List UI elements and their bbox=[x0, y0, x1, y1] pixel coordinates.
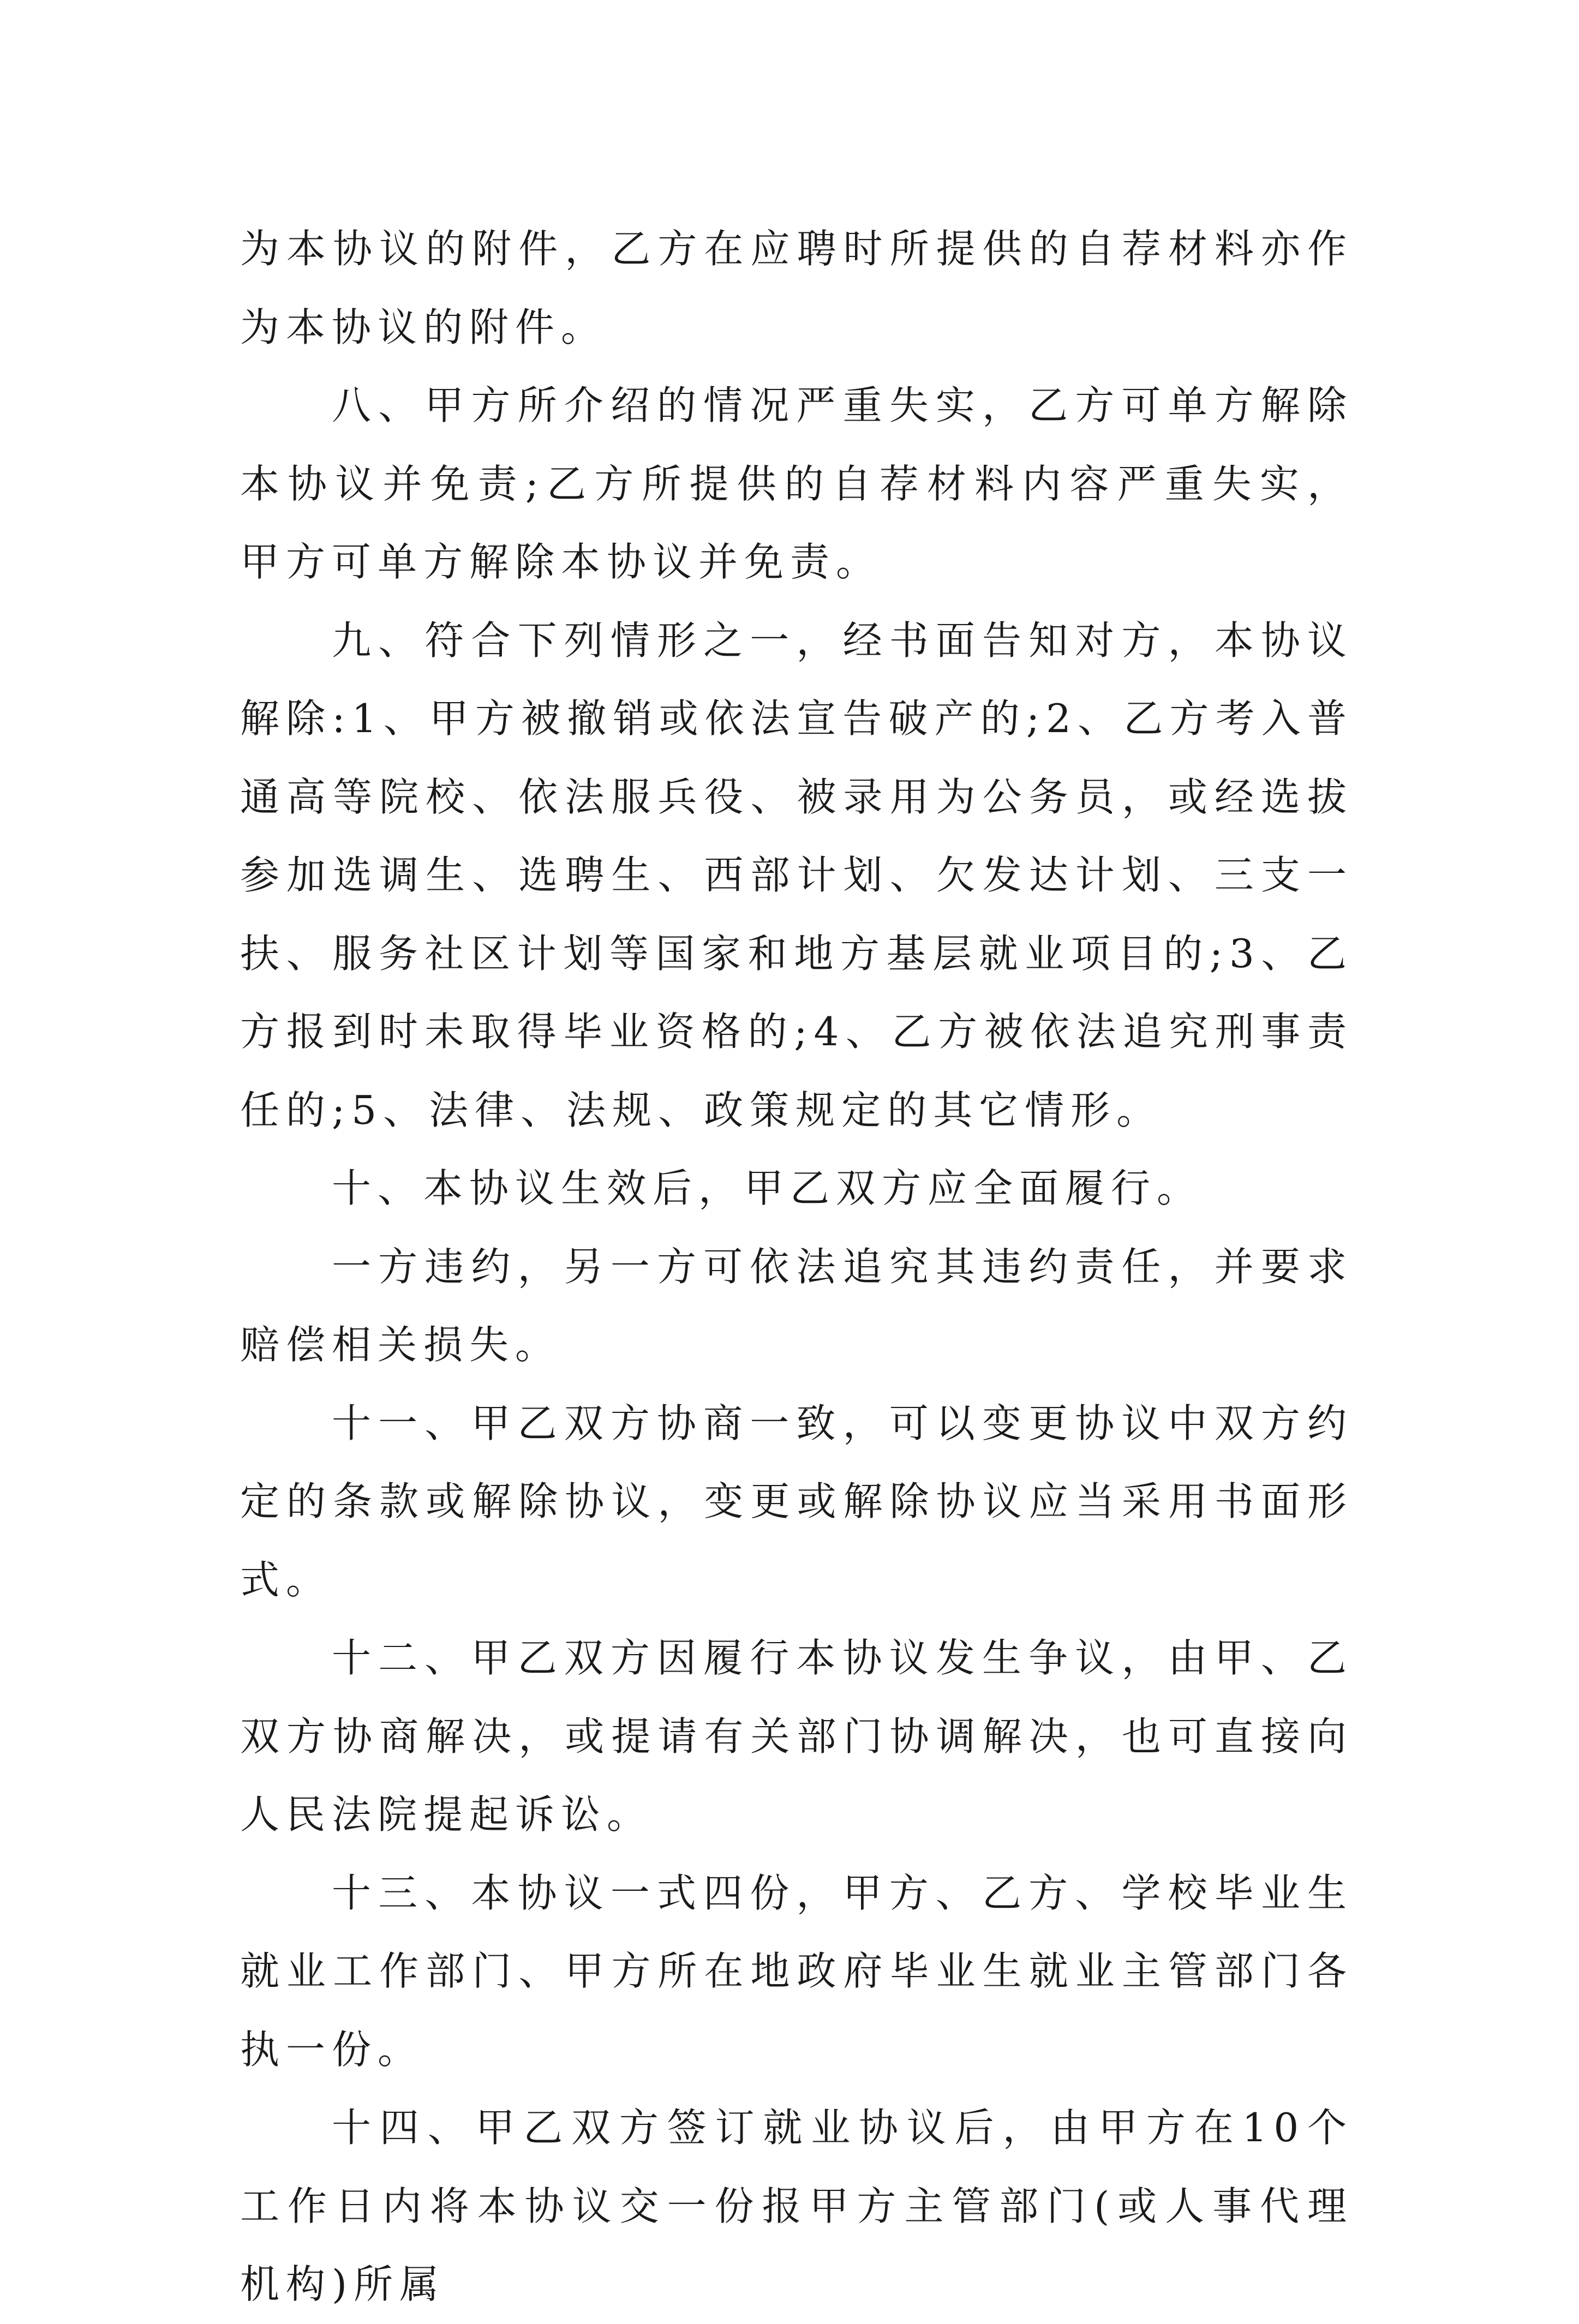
paragraph-clause-10-breach: 一方违约，另一方可依法追究其违约责任，并要求赔偿相关损失。 bbox=[240, 1243, 1353, 1368]
paragraph-clause-11: 十一、甲乙双方协商一致，可以变更协议中双方约定的条款或解除协议，变更或解除协议应当采用书面形式。 bbox=[240, 1400, 1353, 1603]
paragraph-continuation: 为本协议的附件，乙方在应聘时所提供的自荐材料亦作为本协议的附件。 bbox=[240, 226, 1353, 350]
paragraph-clause-13: 十三、本协议一式四份，甲方、乙方、学校毕业生就业工作部门、甲方所在地政府毕业生就业主管部门各执一份。 bbox=[240, 1870, 1353, 2073]
paragraph-clause-8: 八、甲方所介绍的情况严重失实，乙方可单方解除本协议并免责;乙方所提供的自荐材料内容严重失实，甲方可单方解除本协议并免责。 bbox=[240, 382, 1353, 585]
document-body bbox=[240, 210, 1353, 2324]
paragraph-clause-12: 十二、甲乙双方因履行本协议发生争议，由甲、乙双方协商解决，或提请有关部门协调解决，也可直接向人民法院提起诉讼。 bbox=[240, 1635, 1353, 1837]
paragraph-clause-10: 十、本协议生效后，甲乙双方应全面履行。 bbox=[332, 1165, 1203, 1211]
paragraph-clause-14: 十四、甲乙双方签订就业协议后，由甲方在10个工作日内将本协议交一份报甲方主管部门(或人事代理机构)所属 bbox=[240, 2105, 1353, 2307]
paragraph-clause-9: 九、符合下列情形之一，经书面告知对方，本协议解除:1、甲方被撤销或依法宣告破产的;2、乙方考入普通高等院校、依法服兵役、被录用为公务员，或经选拔参加选调生、选聘生、西部计划、欠发达计划、三支一扶、服务社区计划等国家和地方基层就业项目的;3、乙方报到时未取得毕业资格的;4、乙方被依法追究刑事责任的;5、法律、法规、政策规定的其它情形。 bbox=[240, 617, 1353, 1133]
